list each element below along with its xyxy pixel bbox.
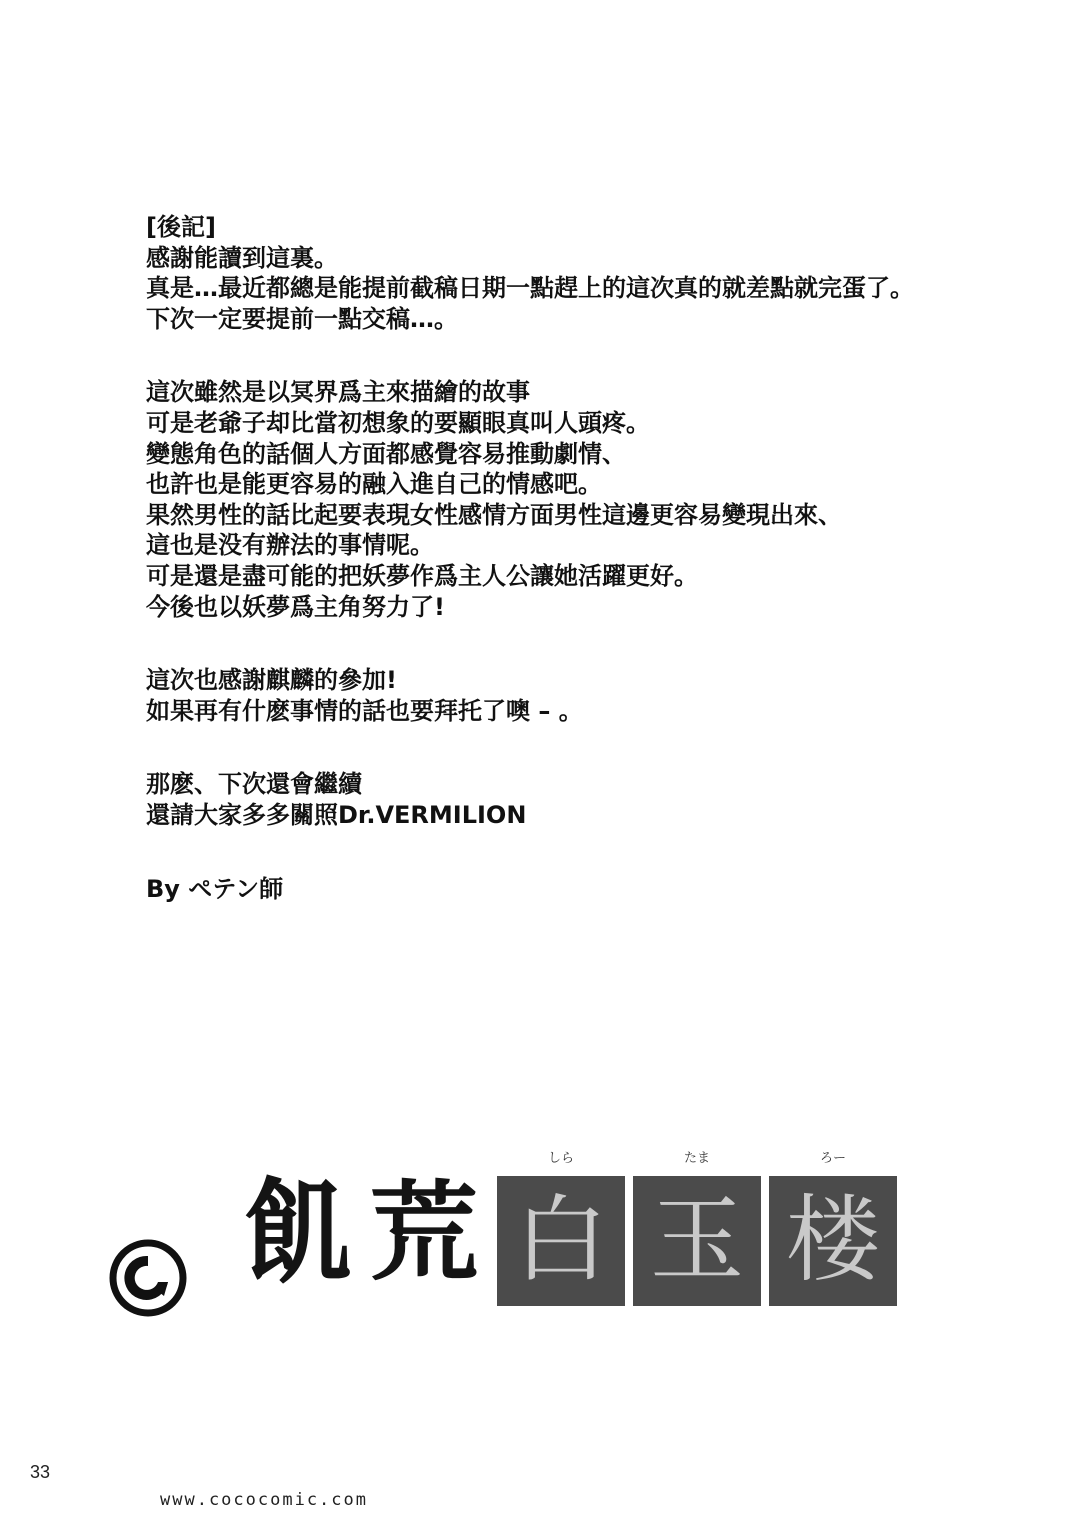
- afterword-line: 可是老爺子却比當初想象的要顯眼真叫人頭疼。: [146, 408, 650, 437]
- paragraph-gap: [146, 831, 1026, 874]
- page-number: 33: [30, 1462, 51, 1482]
- paragraph-gap: [146, 334, 1026, 377]
- paragraph-gap: [146, 622, 1026, 665]
- author-signature: By ペテン師: [146, 874, 284, 903]
- paragraph-gap: [146, 726, 1026, 769]
- logo-tile-char: 楼: [769, 1176, 897, 1306]
- afterword-line: 下次一定要提前一點交稿…。: [146, 304, 458, 333]
- afterword-line: 感謝能讀到這裏。: [146, 243, 338, 272]
- logo-tile-char: 白: [497, 1176, 625, 1306]
- afterword-line: 那麽、下次還會繼續: [146, 770, 362, 799]
- afterword-line: 真是…最近都總是能提前截稿日期一點趕上的這次真的就差點就完蛋了。: [146, 274, 914, 303]
- afterword-line: 可是還是盡可能的把妖夢作爲主人公讓她活躍更好。: [146, 561, 698, 590]
- circle-logo: [108, 1150, 908, 1320]
- afterword-line: 這也是没有辦法的事情呢。: [146, 531, 434, 560]
- logo-ruby: ろー: [819, 1151, 846, 1166]
- logo-ruby: たま: [683, 1151, 710, 1166]
- logo-tile-char: 玉: [633, 1176, 761, 1306]
- afterword-heading: [後記]: [146, 213, 216, 241]
- afterword-line: 變態角色的話個人方面都感覺容易推動劇情、: [146, 439, 626, 468]
- afterword-line: 這次雖然是以冥界爲主來描繪的故事: [146, 378, 530, 407]
- site-watermark-url: www.cococomic.com: [160, 1490, 368, 1510]
- logo-brush-char: 荒: [370, 1170, 479, 1296]
- afterword-line: 今後也以妖夢爲主角努力了!: [146, 592, 445, 621]
- logo-brush-char: 飢: [244, 1166, 353, 1300]
- afterword-line: 果然男性的話比起要表現女性感情方面男性這邊更容易變現出來、: [146, 500, 842, 529]
- logo-ruby: しら: [547, 1151, 574, 1166]
- afterword-line: 也許也是能更容易的融入進自己的情感吧。: [146, 470, 602, 499]
- afterword-text: [146, 212, 1026, 904]
- afterword-line: 還請大家多多關照Dr.VERMILION: [146, 800, 527, 829]
- afterword-line: 如果再有什麽事情的話也要拜托了噢 – 。: [146, 696, 583, 725]
- afterword-line: 這次也感謝麒麟的參加!: [146, 666, 397, 695]
- swirl-emblem-icon: [108, 1238, 188, 1318]
